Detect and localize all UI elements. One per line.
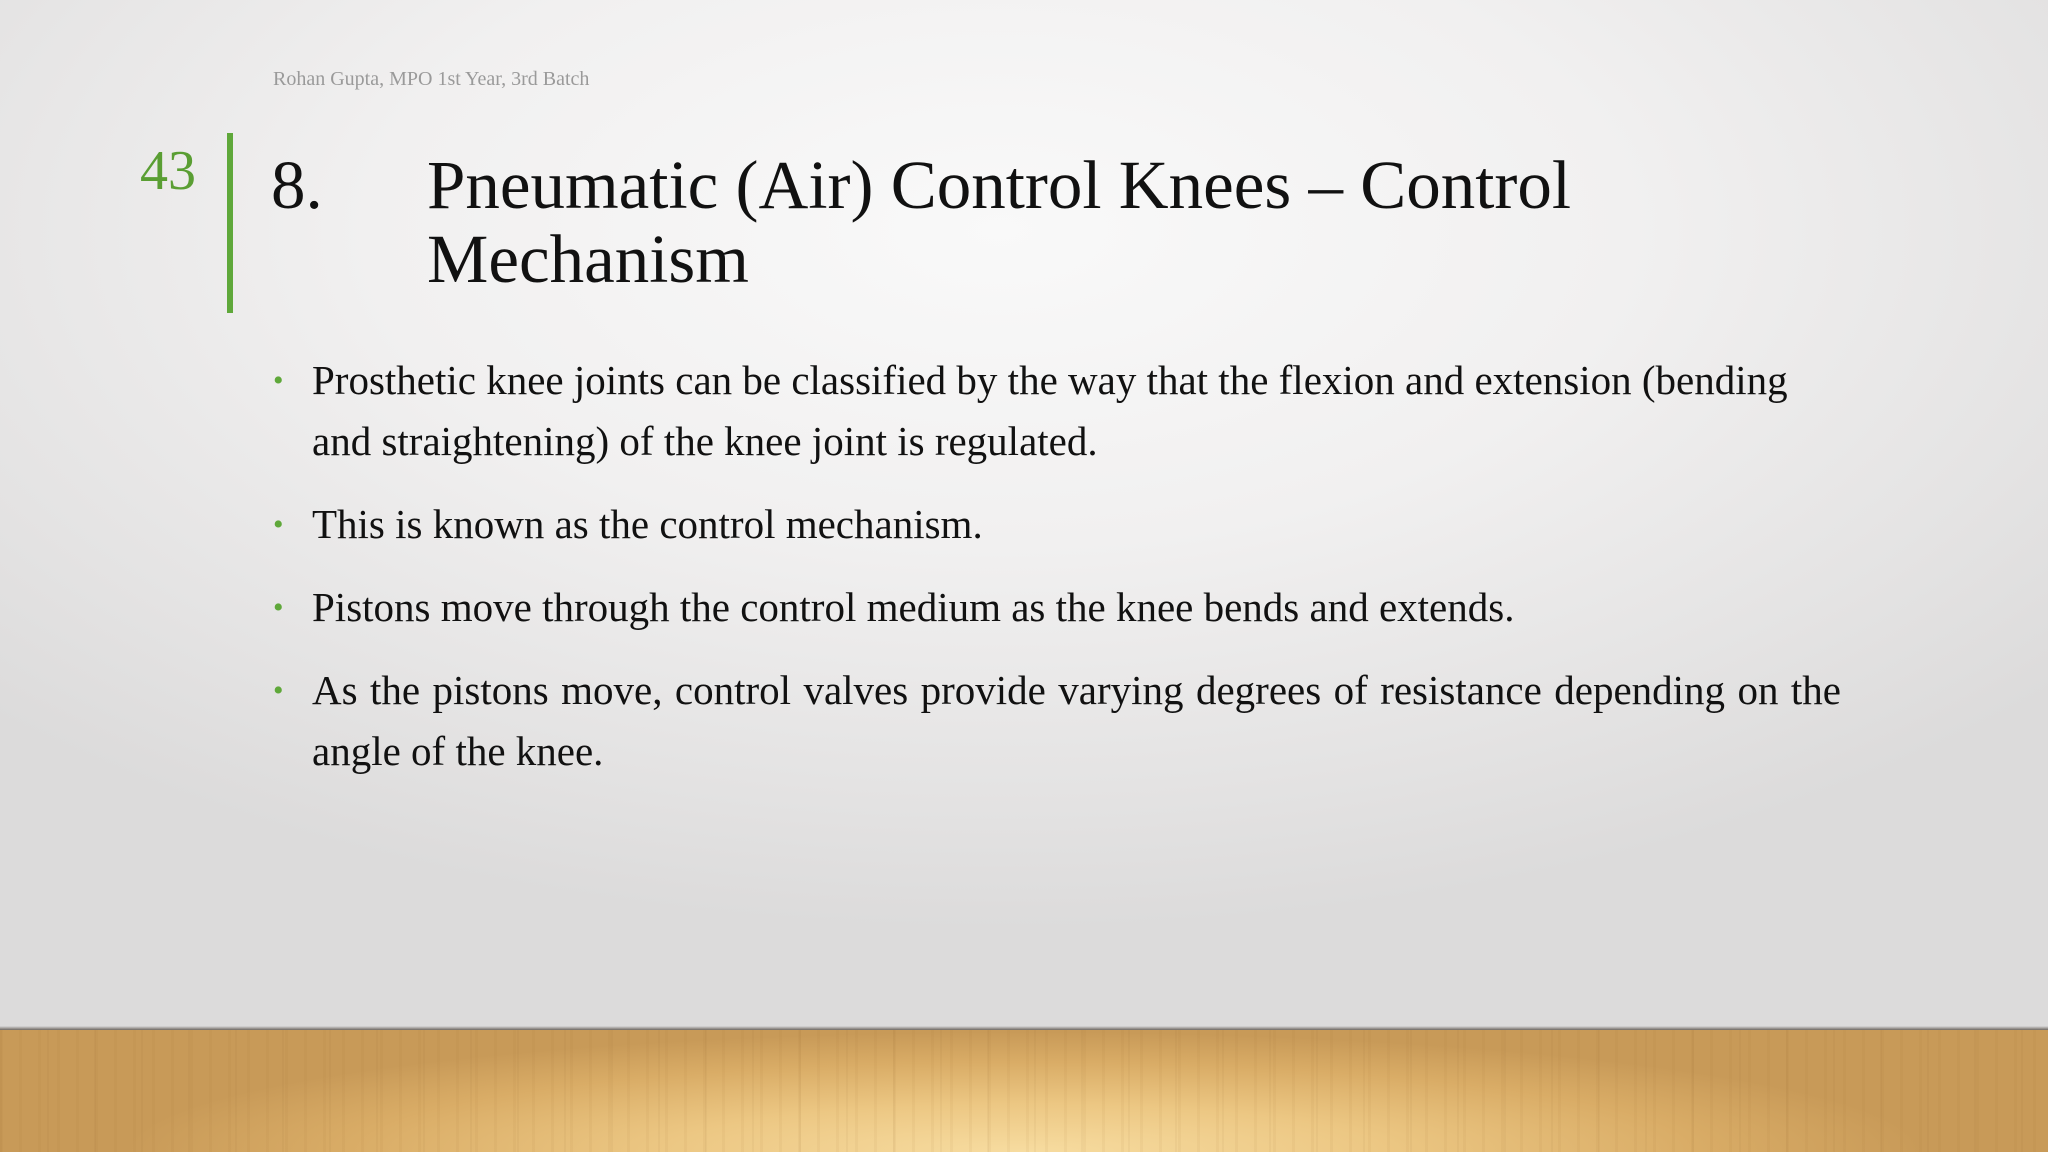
bullet-item <box>273 350 1841 472</box>
bullet-icon: • <box>273 591 284 624</box>
bullet-text: Prosthetic knee joints can be classified by the way that the flexion and extension (bending and straightening) of the knee joint is regulated. <box>312 357 1788 464</box>
bullet-text: As the pistons move, control valves provide varying degrees of resistance depending on the angle of the knee. <box>312 667 1841 774</box>
slide-number: 43 <box>140 140 196 202</box>
bullet-text: Pistons move through the control medium as the knee bends and extends. <box>312 584 1515 630</box>
wood-floor-background <box>0 1030 2048 1152</box>
bullet-item <box>273 660 1841 782</box>
slide-footer: Rohan Gupta, MPO 1st Year, 3rd Batch <box>273 68 590 90</box>
bullet-item <box>273 577 1841 638</box>
bullet-icon: • <box>273 674 284 707</box>
bullet-item <box>273 494 1841 555</box>
title-accent-bar <box>227 133 233 313</box>
title-number: 8. <box>271 147 323 223</box>
bullet-icon: • <box>273 364 284 397</box>
bullet-text: This is known as the control mechanism. <box>312 501 983 547</box>
bullet-list <box>273 350 1841 804</box>
title-text: Pneumatic (Air) Control Knees – Control Mechanism <box>427 147 1572 297</box>
bullet-icon: • <box>273 508 284 541</box>
